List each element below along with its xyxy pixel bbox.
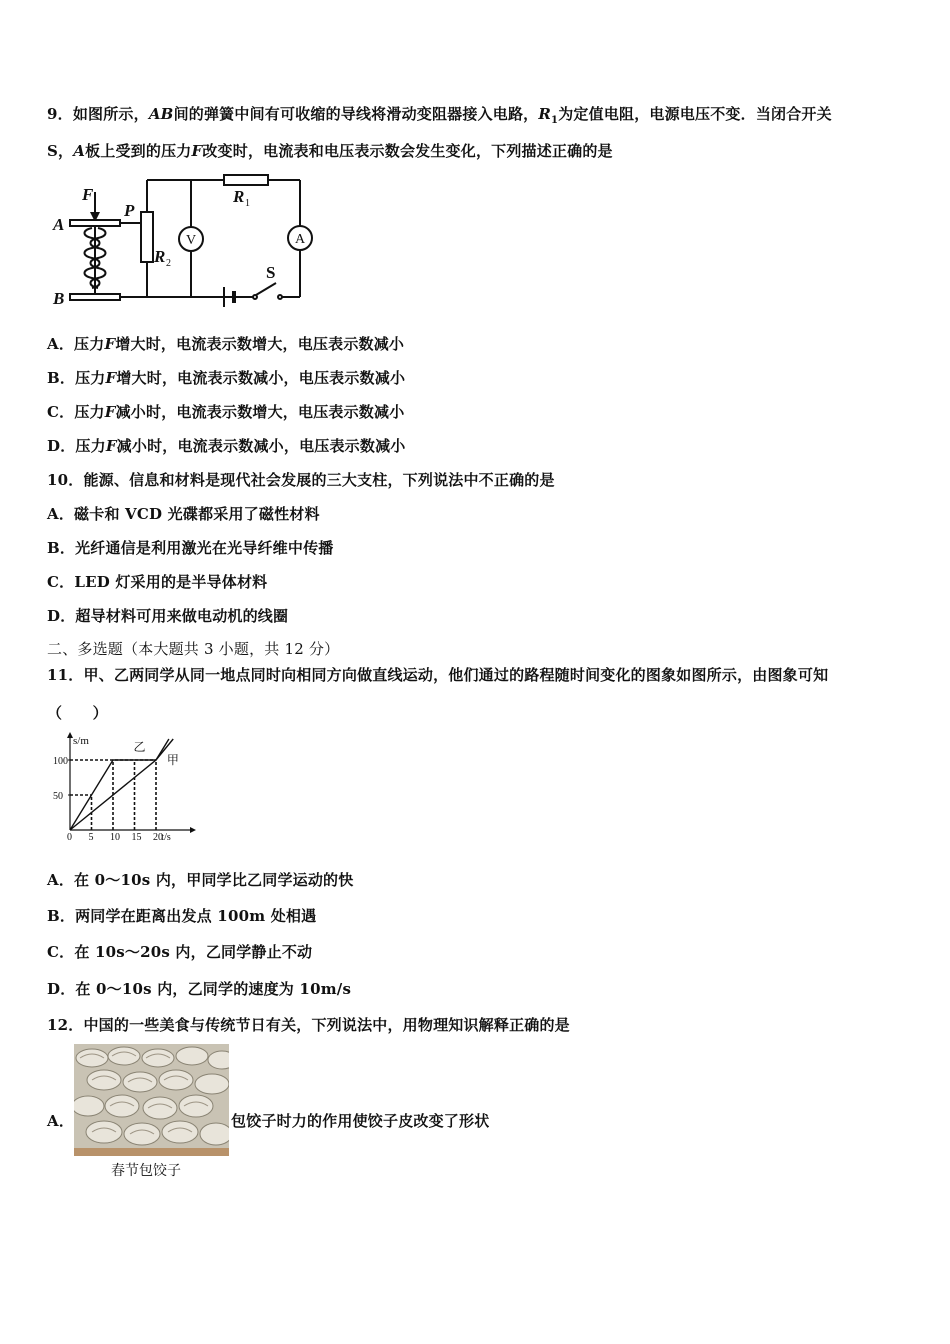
dumplings-photo [74,1044,229,1160]
label-R1: R [233,187,245,206]
label-B: B [53,289,65,308]
x-tick-label: 0 [67,832,72,843]
q9-option-d: D．压力F减小时，电流表示数减小，电压表示数减小 [47,437,406,455]
photo-caption: 春节包饺子 [111,1163,181,1179]
label-F: F [82,185,94,204]
q11-stem: 11．甲、乙两同学从同一地点同时向相同方向做直线运动，他们通过的路程随时间变化的图象如图所示，由图象可知 [47,666,829,684]
q10-option-a: A．磁卡和 VCD 光碟都采用了磁性材料 [47,505,320,523]
q10-option-b: B．光纤通信是利用激光在光导纤维中传播 [47,539,334,557]
series-line-甲 [70,739,173,830]
q9-option-b: B．压力F增大时，电流表示数减小，电压表示数减小 [47,369,406,387]
y-tick-label: 50 [53,791,63,802]
x-tick-label: 10 [110,832,120,843]
y-axis-label: s/m [73,735,89,747]
label-P: P [124,201,135,220]
x-axis-label: t/s [161,832,171,843]
circuit-diagram [48,170,318,319]
q12-option-a-text: 包饺子时力的作用使饺子皮改变了形状 [231,1112,490,1130]
series-label-jia: 甲 [166,753,179,767]
q9-stem-line1: 9．如图所示，AB间的弹簧中间有可收缩的导线将滑动变阻器接入电路，$R_1$为定值电阻，电源电压不变．当闭合开关 [47,105,832,126]
q11-option-c: C．在 10s～20s 内，乙同学静止不动 [47,943,313,961]
section-heading: 二、多选题（本大题共 3 小题，共 12 分） [47,640,340,658]
st-graph [52,730,197,849]
q10-option-d: D．超导材料可用来做电动机的线圈 [47,607,289,625]
label-R1-sub: 1 [245,198,250,209]
y-tick-label: 100 [53,756,68,767]
x-tick-label: 5 [88,832,94,843]
q10-stem: 10．能源、信息和材料是现代社会发展的三大支柱，下列说法中不正确的是 [47,471,555,489]
x-tick-label: 15 [131,832,142,843]
q11-option-b: B．两同学在距离出发点 100m 处相遇 [47,907,317,925]
ammeter-label: A [294,232,306,247]
series-line-乙 [70,739,169,830]
series-label-yi: 乙 [133,740,146,754]
q11-paren: （ ） [47,704,108,722]
q10-option-c: C．LED 灯采用的是半导体材料 [47,573,268,591]
label-R2: R [154,247,166,266]
q9-option-c: C．压力F减小时，电流表示数增大，电压表示数减小 [47,403,405,421]
q12-option-a-label: A． [47,1112,75,1130]
q11-option-a: A．在 0～10s 内，甲同学比乙同学运动的快 [47,871,354,889]
label-A: A [53,215,65,234]
x-axis-arrow [190,827,196,833]
q9-stem-line2: S，A板上受到的压力F改变时，电流表和电压表示数会发生变化，下列描述正确的是 [47,142,613,160]
voltmeter-label: V [185,233,197,248]
label-R2-sub: 2 [166,258,171,269]
x-tick-label: 20 [153,832,163,843]
label-S: S [266,263,276,282]
q11-option-d: D．在 0～10s 内，乙同学的速度为 10m/s [47,980,352,998]
q12-stem: 12．中国的一些美食与传统节日有关，下列说法中，用物理知识解释正确的是 [47,1016,570,1034]
q9-option-a: A．压力F增大时，电流表示数增大，电压表示数减小 [47,335,405,353]
